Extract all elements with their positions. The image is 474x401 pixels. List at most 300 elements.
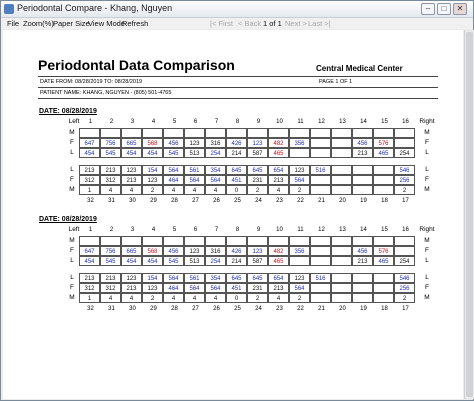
tooth-number: 4 xyxy=(151,119,156,125)
tooth-number: 15 xyxy=(381,227,388,233)
measurement-cell: 123 xyxy=(142,283,163,293)
measurement-cell: 2 xyxy=(247,293,268,303)
measurement-cell: 254 xyxy=(205,256,226,266)
tooth-number: 29 xyxy=(150,306,157,312)
measurement-cell: 426 xyxy=(226,138,247,148)
measurement-cell xyxy=(373,185,394,195)
tooth-number: 8 xyxy=(235,119,240,125)
tooth-number: 24 xyxy=(255,198,262,204)
measurement-cell: 123 xyxy=(142,175,163,185)
measurement-cell xyxy=(205,236,226,246)
section-date: DATE: 08/28/2019 xyxy=(39,108,97,115)
measurement-cell xyxy=(310,148,331,158)
tooth-number: 32 xyxy=(87,198,94,204)
measurement-cell xyxy=(163,236,184,246)
measurement-cell: 464 xyxy=(163,175,184,185)
measurement-cell xyxy=(226,128,247,138)
tooth-number: 26 xyxy=(213,198,220,204)
measurement-cell xyxy=(352,175,373,185)
row-label-m: M xyxy=(69,129,75,136)
measurement-cell xyxy=(310,236,331,246)
measurement-cell xyxy=(331,148,352,158)
measurement-cell xyxy=(331,246,352,256)
measurement-cell: 756 xyxy=(100,246,121,256)
tooth-number: 30 xyxy=(129,198,136,204)
measurement-cell xyxy=(394,138,415,148)
measurement-cell: 356 xyxy=(289,138,310,148)
report-title: Periodontal Data Comparison xyxy=(38,57,235,73)
row-label-l: L xyxy=(70,274,74,281)
tooth-number: 18 xyxy=(381,306,388,312)
measurement-cell: 465 xyxy=(373,148,394,158)
tooth-number: 31 xyxy=(108,306,115,312)
measurement-cell xyxy=(247,236,268,246)
measurement-cell xyxy=(184,128,205,138)
measurement-cell: 123 xyxy=(184,246,205,256)
measurement-cell: 482 xyxy=(268,246,289,256)
tooth-number: 1 xyxy=(88,119,93,125)
measurement-cell xyxy=(100,128,121,138)
measurement-cell: 2 xyxy=(394,185,415,195)
menu-paper-size[interactable]: Paper Size xyxy=(53,19,90,28)
measurement-cell: 214 xyxy=(226,148,247,158)
measurement-cell xyxy=(79,128,100,138)
minimize-button[interactable]: – xyxy=(421,3,435,15)
header-divider-2 xyxy=(38,87,438,88)
row-label-f: F xyxy=(425,139,429,146)
measurement-cell: 2 xyxy=(289,185,310,195)
measurement-cell: 4 xyxy=(163,293,184,303)
measurement-cell: 513 xyxy=(184,256,205,266)
measurement-cell xyxy=(289,148,310,158)
measurement-cell: 214 xyxy=(226,256,247,266)
tooth-number: 18 xyxy=(381,198,388,204)
measurement-cell: 213 xyxy=(268,175,289,185)
measurement-cell: 4 xyxy=(100,185,121,195)
measurement-cell: 587 xyxy=(247,148,268,158)
measurement-cell: 451 xyxy=(226,283,247,293)
tooth-number: 7 xyxy=(214,119,219,125)
measurement-cell: 465 xyxy=(268,256,289,266)
tooth-number: 25 xyxy=(234,306,241,312)
measurement-cell: 545 xyxy=(163,256,184,266)
measurement-cell: 312 xyxy=(79,283,100,293)
measurement-cell: 545 xyxy=(100,256,121,266)
measurement-cell: 312 xyxy=(100,283,121,293)
measurement-cell: 256 xyxy=(394,283,415,293)
tooth-number: 9 xyxy=(256,227,261,233)
row-label-m: M xyxy=(69,186,75,193)
measurement-cell: 454 xyxy=(79,256,100,266)
tooth-number: 1 xyxy=(88,227,93,233)
row-label-f: F xyxy=(70,247,74,254)
close-button[interactable]: ✕ xyxy=(453,3,467,15)
window-title: Periodontal Compare - Khang, Nguyen xyxy=(17,3,173,13)
row-label-l: L xyxy=(425,274,429,281)
measurement-cell: 561 xyxy=(184,273,205,283)
medical-center-name: Central Medical Center xyxy=(316,64,403,73)
measurement-cell xyxy=(373,165,394,175)
measurement-cell xyxy=(373,236,394,246)
measurement-cell: 561 xyxy=(184,165,205,175)
measurement-cell: 4 xyxy=(184,185,205,195)
measurement-cell xyxy=(373,128,394,138)
tooth-number: 14 xyxy=(360,227,367,233)
tooth-number: 9 xyxy=(256,119,261,125)
vertical-scrollbar[interactable] xyxy=(464,30,474,399)
measurement-cell: 123 xyxy=(121,165,142,175)
measurement-cell: 4 xyxy=(100,293,121,303)
measurement-cell: 213 xyxy=(121,175,142,185)
tooth-number: 27 xyxy=(192,198,199,204)
measurement-cell: 0 xyxy=(226,293,247,303)
measurement-cell: 545 xyxy=(100,148,121,158)
row-label-m: M xyxy=(69,294,75,301)
measurement-cell: 2 xyxy=(394,293,415,303)
measurement-cell: 568 xyxy=(142,138,163,148)
maximize-button[interactable]: □ xyxy=(437,3,451,15)
measurement-cell xyxy=(373,273,394,283)
menu-view-mode[interactable]: View Mode xyxy=(88,19,125,28)
measurement-cell: 4 xyxy=(163,185,184,195)
tooth-number: 12 xyxy=(318,227,325,233)
tooth-number: 28 xyxy=(171,306,178,312)
measurement-cell: 123 xyxy=(121,273,142,283)
measurement-cell: 256 xyxy=(394,175,415,185)
measurement-cell: 312 xyxy=(79,175,100,185)
measurement-cell xyxy=(310,175,331,185)
measurement-cell: 316 xyxy=(205,246,226,256)
row-label-l: L xyxy=(425,166,429,173)
measurement-cell xyxy=(310,128,331,138)
measurement-cell: 2 xyxy=(247,185,268,195)
measurement-cell xyxy=(268,236,289,246)
patient-name: PATIENT NAME: KHANG, NGUYEN - (805) 501-4765 xyxy=(40,90,172,96)
measurement-cell: 568 xyxy=(142,246,163,256)
menu-refresh[interactable]: Refresh xyxy=(122,19,149,28)
measurement-cell xyxy=(142,128,163,138)
measurement-cell xyxy=(184,236,205,246)
measurement-cell: 456 xyxy=(163,246,184,256)
tooth-number: 5 xyxy=(172,119,177,125)
menu-zoom[interactable]: Zoom(%) xyxy=(23,19,54,28)
measurement-cell xyxy=(331,256,352,266)
measurement-cell: 516 xyxy=(310,165,331,175)
left-label: Left xyxy=(68,226,80,233)
measurement-cell: 213 xyxy=(79,273,100,283)
tooth-number: 22 xyxy=(297,198,304,204)
section-date: DATE: 08/28/2019 xyxy=(39,216,97,223)
tooth-number: 3 xyxy=(130,119,135,125)
measurement-cell xyxy=(373,283,394,293)
measurement-cell: 647 xyxy=(79,246,100,256)
tooth-number: 27 xyxy=(192,306,199,312)
tooth-number: 10 xyxy=(276,227,283,233)
row-label-l: L xyxy=(70,149,74,156)
row-label-l: L xyxy=(70,166,74,173)
measurement-cell xyxy=(331,293,352,303)
row-label-f: F xyxy=(70,284,74,291)
tooth-number: 28 xyxy=(171,198,178,204)
date-range: DATE FROM: 08/28/2019 TO: 08/28/2019 xyxy=(40,79,143,85)
tooth-number: 17 xyxy=(402,198,409,204)
measurement-cell: 665 xyxy=(121,246,142,256)
tooth-number: 20 xyxy=(339,306,346,312)
measurement-cell xyxy=(331,283,352,293)
measurement-cell xyxy=(226,236,247,246)
measurement-cell: 231 xyxy=(247,175,268,185)
measurement-cell: 454 xyxy=(121,256,142,266)
page-number: PAGE 1 OF 1 xyxy=(319,79,353,85)
measurement-cell: 213 xyxy=(100,273,121,283)
measurement-cell: 454 xyxy=(121,148,142,158)
measurement-cell xyxy=(205,128,226,138)
measurement-cell xyxy=(352,185,373,195)
tooth-number: 32 xyxy=(87,306,94,312)
measurement-cell: 356 xyxy=(289,246,310,256)
measurement-cell: 316 xyxy=(205,138,226,148)
measurement-cell xyxy=(331,236,352,246)
measurement-cell: 456 xyxy=(163,138,184,148)
menu-file[interactable]: File xyxy=(7,19,20,28)
measurement-cell xyxy=(289,236,310,246)
tooth-number: 15 xyxy=(381,119,388,125)
row-label-f: F xyxy=(70,139,74,146)
tooth-number: 5 xyxy=(172,227,177,233)
measurement-cell xyxy=(310,138,331,148)
measurement-cell: 564 xyxy=(163,273,184,283)
measurement-cell: 154 xyxy=(142,165,163,175)
right-label: Right xyxy=(419,118,435,125)
measurement-cell: 465 xyxy=(268,148,289,158)
measurement-cell xyxy=(310,246,331,256)
tooth-number: 24 xyxy=(255,306,262,312)
measurement-cell xyxy=(310,293,331,303)
right-label: Right xyxy=(419,226,435,233)
measurement-cell xyxy=(394,246,415,256)
measurement-cell: 665 xyxy=(121,138,142,148)
measurement-cell xyxy=(310,256,331,266)
report-viewer xyxy=(3,30,463,399)
measurement-cell: 4 xyxy=(268,293,289,303)
measurement-cell xyxy=(352,293,373,303)
measurement-cell: 254 xyxy=(394,256,415,266)
tooth-number: 19 xyxy=(360,306,367,312)
measurement-cell xyxy=(310,283,331,293)
tooth-number: 21 xyxy=(318,306,325,312)
measurement-cell xyxy=(331,138,352,148)
measurement-cell xyxy=(352,283,373,293)
measurement-cell: 4 xyxy=(205,293,226,303)
tooth-number: 2 xyxy=(109,227,114,233)
measurement-cell: 213 xyxy=(100,165,121,175)
measurement-cell: 2 xyxy=(142,293,163,303)
measurement-cell: 213 xyxy=(352,148,373,158)
measurement-cell xyxy=(100,236,121,246)
measurement-cell: 654 xyxy=(268,165,289,175)
measurement-cell: 564 xyxy=(205,175,226,185)
measurement-cell: 564 xyxy=(163,165,184,175)
tooth-number: 8 xyxy=(235,227,240,233)
measurement-cell: 564 xyxy=(184,175,205,185)
measurement-cell: 454 xyxy=(142,256,163,266)
measurement-cell: 4 xyxy=(121,293,142,303)
measurement-cell: 576 xyxy=(373,138,394,148)
measurement-cell: 2 xyxy=(289,293,310,303)
measurement-cell xyxy=(331,128,352,138)
measurement-cell xyxy=(331,185,352,195)
measurement-cell: 1 xyxy=(79,185,100,195)
measurement-cell: 0 xyxy=(226,185,247,195)
header-divider-3 xyxy=(38,98,438,99)
measurement-cell: 564 xyxy=(289,283,310,293)
measurement-cell: 4 xyxy=(121,185,142,195)
tooth-number: 22 xyxy=(297,306,304,312)
measurement-cell: 4 xyxy=(268,185,289,195)
measurement-cell: 123 xyxy=(247,246,268,256)
tooth-number: 13 xyxy=(339,227,346,233)
tooth-number: 16 xyxy=(402,119,409,125)
row-label-m: M xyxy=(69,237,75,244)
measurement-cell: 354 xyxy=(205,165,226,175)
measurement-cell xyxy=(331,165,352,175)
measurement-cell: 564 xyxy=(289,175,310,185)
measurement-cell: 123 xyxy=(184,138,205,148)
measurement-cell: 564 xyxy=(205,283,226,293)
tooth-number: 23 xyxy=(276,198,283,204)
measurement-cell: 213 xyxy=(121,283,142,293)
measurement-cell: 123 xyxy=(289,273,310,283)
page-indicator: 1 of 1 xyxy=(263,19,282,28)
measurement-cell: 123 xyxy=(247,138,268,148)
measurement-cell xyxy=(289,128,310,138)
measurement-cell xyxy=(163,128,184,138)
tooth-number: 17 xyxy=(402,306,409,312)
measurement-cell: 454 xyxy=(142,148,163,158)
tooth-number: 13 xyxy=(339,119,346,125)
tooth-number: 6 xyxy=(193,119,198,125)
measurement-cell: 546 xyxy=(394,165,415,175)
measurement-cell: 465 xyxy=(373,256,394,266)
measurement-cell xyxy=(142,236,163,246)
measurement-cell: 645 xyxy=(226,165,247,175)
left-label: Left xyxy=(68,118,80,125)
app-icon xyxy=(4,4,14,14)
tooth-number: 10 xyxy=(276,119,283,125)
measurement-cell: 254 xyxy=(205,148,226,158)
row-label-m: M xyxy=(424,294,430,301)
measurement-cell xyxy=(373,293,394,303)
tooth-number: 29 xyxy=(150,198,157,204)
nav-first-button[interactable]: |< First xyxy=(210,19,233,28)
measurement-cell: 456 xyxy=(352,246,373,256)
tooth-number: 6 xyxy=(193,227,198,233)
row-label-f: F xyxy=(425,247,429,254)
measurement-cell: 587 xyxy=(247,256,268,266)
measurement-cell: 482 xyxy=(268,138,289,148)
measurement-cell xyxy=(394,128,415,138)
tooth-number: 3 xyxy=(130,227,135,233)
measurement-cell: 454 xyxy=(79,148,100,158)
measurement-cell xyxy=(331,273,352,283)
measurement-cell: 645 xyxy=(226,273,247,283)
nav-next-button[interactable]: Next > xyxy=(285,19,307,28)
row-label-m: M xyxy=(424,129,430,136)
tooth-number: 4 xyxy=(151,227,156,233)
measurement-cell: 213 xyxy=(268,283,289,293)
tooth-number: 7 xyxy=(214,227,219,233)
tooth-number: 30 xyxy=(129,306,136,312)
measurement-cell: 456 xyxy=(352,138,373,148)
measurement-cell xyxy=(121,128,142,138)
measurement-cell: 426 xyxy=(226,246,247,256)
nav-back-button[interactable]: < Back xyxy=(238,19,262,28)
row-label-f: F xyxy=(70,176,74,183)
measurement-cell: 647 xyxy=(79,138,100,148)
measurement-cell xyxy=(331,175,352,185)
measurement-cell: 254 xyxy=(394,148,415,158)
row-label-m: M xyxy=(424,237,430,244)
tooth-number: 31 xyxy=(108,198,115,204)
measurement-cell xyxy=(268,128,289,138)
tooth-number: 16 xyxy=(402,227,409,233)
tooth-number: 23 xyxy=(276,306,283,312)
title-bar xyxy=(1,1,473,18)
tooth-number: 11 xyxy=(297,227,304,233)
row-label-f: F xyxy=(425,284,429,291)
measurement-cell xyxy=(352,165,373,175)
tooth-number: 25 xyxy=(234,198,241,204)
measurement-cell: 564 xyxy=(184,283,205,293)
row-label-l: L xyxy=(425,149,429,156)
measurement-cell xyxy=(247,128,268,138)
measurement-cell xyxy=(79,236,100,246)
menu-bar xyxy=(1,18,473,29)
measurement-cell xyxy=(289,256,310,266)
measurement-cell: 645 xyxy=(247,273,268,283)
measurement-cell xyxy=(352,236,373,246)
measurement-cell: 4 xyxy=(205,185,226,195)
measurement-cell: 645 xyxy=(247,165,268,175)
measurement-cell: 213 xyxy=(352,256,373,266)
measurement-cell xyxy=(310,185,331,195)
nav-last-button[interactable]: Last >| xyxy=(308,19,331,28)
measurement-cell: 213 xyxy=(79,165,100,175)
measurement-cell: 756 xyxy=(100,138,121,148)
measurement-cell: 513 xyxy=(184,148,205,158)
measurement-cell xyxy=(352,273,373,283)
measurement-cell xyxy=(352,128,373,138)
measurement-cell: 516 xyxy=(310,273,331,283)
measurement-cell: 312 xyxy=(100,175,121,185)
scrollbar-thumb[interactable] xyxy=(466,32,473,397)
measurement-cell: 464 xyxy=(163,283,184,293)
measurement-cell: 545 xyxy=(163,148,184,158)
measurement-cell xyxy=(121,236,142,246)
measurement-cell: 4 xyxy=(184,293,205,303)
row-label-l: L xyxy=(70,257,74,264)
row-label-l: L xyxy=(425,257,429,264)
measurement-cell xyxy=(394,236,415,246)
measurement-cell: 1 xyxy=(79,293,100,303)
tooth-number: 2 xyxy=(109,119,114,125)
measurement-cell: 123 xyxy=(289,165,310,175)
measurement-cell: 546 xyxy=(394,273,415,283)
tooth-number: 20 xyxy=(339,198,346,204)
tooth-number: 14 xyxy=(360,119,367,125)
header-divider xyxy=(38,76,438,77)
measurement-cell: 654 xyxy=(268,273,289,283)
